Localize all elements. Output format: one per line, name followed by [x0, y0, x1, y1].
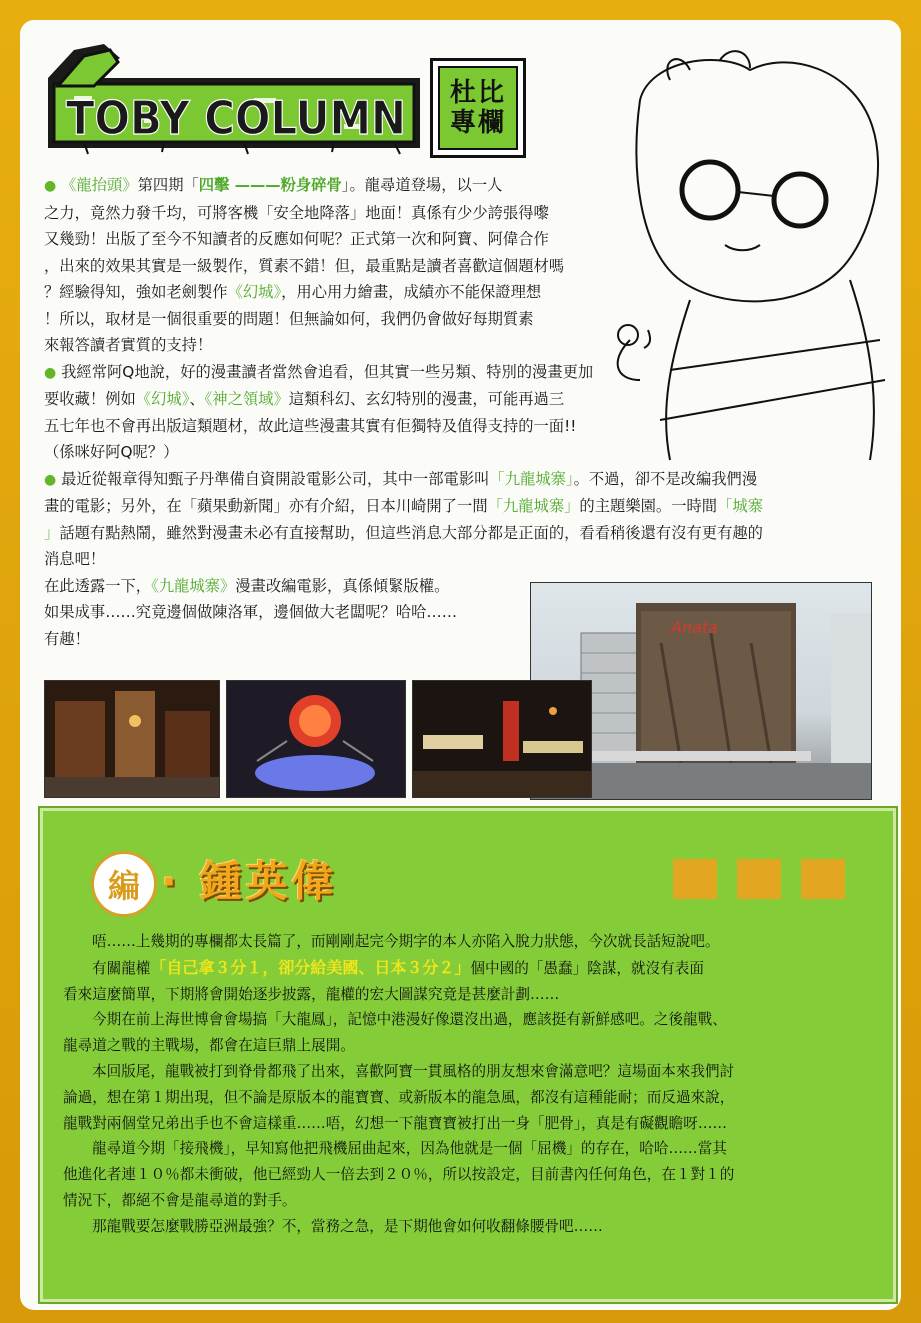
text: 、 [189, 390, 205, 408]
badge-line-1: 杜比 [449, 78, 506, 108]
paragraph-2 [44, 359, 654, 466]
bullet-icon: ● [44, 178, 57, 194]
editor-paragraph-1: 唔……上幾期的專欄都太長篇了，而剛剛起完今期字的本人亦陷入脫力狀態，今次就長話短說吧。 [92, 933, 720, 950]
text: 最近從報章得知甄子丹準備自資開設電影公司，其中一部電影叫 [61, 469, 490, 488]
column-text [44, 172, 874, 652]
text: 漫畫改編電影，真係傾緊版權。 [235, 576, 450, 595]
toby-column-logo [44, 38, 424, 156]
text: 要收藏！例如 [44, 390, 136, 408]
title-ref: 「城寨 [717, 497, 764, 515]
editor-paragraph-5c: 情況下，都絕不會是龍尋道的對手。 [63, 1191, 297, 1209]
text: 個中國的「愚蠢」陰謀，就沒有表面 [470, 959, 704, 977]
text: 之力，竟然力發千均，可將客機「安全地降落」地面！真係有少少誇張得嚟 [44, 203, 549, 222]
paragraph-3 [44, 466, 874, 573]
text: 的主題樂園。一時間 [579, 497, 718, 515]
text: ！所以，取材是一個很重要的問題！但無論如何，我們仍會做好每期質素 [44, 309, 534, 328]
title-ref: 《龍抬頭》 [61, 176, 138, 194]
stamp-square [801, 859, 845, 899]
editor-paragraph-5b: 他進化者連１０％都未衝破，他已經勁人一倍去到２０％，所以按設定，目前書內任何角色，在１對１的 [63, 1166, 735, 1184]
photo-market-alley [412, 680, 592, 798]
title-ref: 《神之領域》 [204, 390, 289, 408]
text: ？經驗得知，強如老劍製作 [44, 283, 228, 301]
photo-arcade-interior [226, 680, 406, 798]
text: 我經常阿Q地說，好的漫畫讀者當然會追看，但其實一些另類、特別的漫畫更加 [61, 362, 594, 381]
svg-text:Anata: Anata [671, 618, 718, 637]
title-ref: 《幻城》 [227, 283, 282, 301]
title-ref: 」 [44, 523, 60, 542]
editor-paragraph-5: 龍尋道今期「接飛機」，早知寫他把飛機屈曲起來，因為他就是一個「屈機」的存在，哈哈……當其 [92, 1140, 727, 1158]
text: 又幾勁！出版了至今不知讀者的反應如何呢？正式第一次和阿寶、阿偉合作 [44, 230, 549, 248]
text: 第四期「 [137, 176, 199, 194]
text: 有趣！ [44, 629, 90, 648]
stamp-square [737, 859, 781, 899]
text: 在此透露一下， [44, 576, 152, 595]
title-ref: 《九龍城寨》 [151, 576, 236, 595]
title-ref: 「九龍城寨」 [489, 469, 574, 488]
editor-paragraph-4b: 論過，想在第１期出現，但不論是原版本的龍寶寶、或新版本的龍急風，都沒有這種能耐；而反過來說， [63, 1088, 735, 1106]
text: ，出來的效果其實是一級製作，質素不錯！但，最重點是讀者喜歡這個題材嗎 [44, 256, 565, 275]
column-badge [430, 58, 526, 158]
editor-text [63, 929, 873, 1240]
bullet-icon: ● [44, 364, 57, 381]
paragraph-1 [44, 172, 629, 359]
stamp-square [673, 859, 717, 899]
text: 如果成事……究竟邊個做陳洛軍，邊個做大老闆呢？哈哈…… [44, 603, 458, 621]
text: 五七年也不會再出版這類題材，故此這些漫畫其實有佢獨特及值得支持的一面!! [44, 416, 577, 435]
editor-paragraph-3b: 龍尋道之戰的主戰場，都會在這巨鼎上展開。 [63, 1037, 355, 1055]
text: 消息吧！ [44, 550, 106, 568]
text: 這類科幻、玄幻特別的漫畫，可能再過三 [288, 390, 565, 408]
decorative-squares [673, 859, 853, 899]
editor-badge: 編 [91, 851, 157, 917]
text: （係咪好阿Q呢？） [44, 443, 179, 461]
editor-paragraph-6: 那龍戰要怎麼戰勝亞洲最強？不，當務之急，是下期他會如何收翻條腰骨吧…… [92, 1217, 603, 1235]
editor-name: · 鍾英偉 [161, 857, 338, 906]
paragraph-4 [44, 573, 524, 653]
editor-paragraph-4c: 龍戰對兩個堂兄弟出手也不會這樣重……唔，幻想一下龍寶寶被打出一身「肥骨」，真是有礙觀瞻呀…… [63, 1114, 728, 1132]
text: 有關龍權 [92, 959, 151, 977]
editor-paragraph-3: 今期在前上海世博會會場搞「大龍鳳」，記憶中港漫好像還沒出過，應該挺有新鮮感吧。之後龍戰、 [92, 1011, 727, 1029]
highlight-quote: 「自己拿３分１，卻分給美國、日本３分２」 [150, 957, 471, 977]
text: 畫的電影；另外，在「蘋果動新聞」亦有介紹，日本川崎開了一間 [44, 497, 488, 515]
badge-line-2: 專欄 [449, 108, 506, 138]
episode-title: 四擊 ———粉身碎骨 [198, 176, 342, 194]
text: 話題有點熱鬧，雖然對漫畫未必有直接幫助，但這些消息大部分都是正面的，看看稍後還有沒有更有趣的 [59, 523, 763, 542]
title-ref: 「九龍城寨」 [487, 497, 580, 515]
text: 來報答讀者實質的支持！ [44, 336, 213, 354]
text: 。不過，卻不是改編我們漫 [573, 469, 758, 488]
photo-walled-city-street [44, 680, 220, 798]
editor-paragraph-2b: 看來這麼簡單，下期將會開始逐步披露，龍權的宏大圖謀究竟是甚麼計劃…… [63, 985, 560, 1003]
bullet-icon: ● [44, 471, 57, 488]
editor-paragraph-4: 本回版尾，龍戰被打到脊骨都飛了出來，喜歡阿寶一貫風格的朋友想來會滿意吧？這場面本來我們討 [92, 1062, 735, 1080]
text: 」。龍尋道登場，以一人 [341, 176, 503, 194]
editor-paragraph-2 [63, 955, 873, 982]
title-ref: 《幻城》 [135, 390, 190, 408]
editor-column-box [40, 808, 896, 1302]
text: ，用心用力繪畫，成績亦不能保證理想 [281, 283, 542, 301]
logo-text: TOBY COLUMN [66, 91, 406, 145]
